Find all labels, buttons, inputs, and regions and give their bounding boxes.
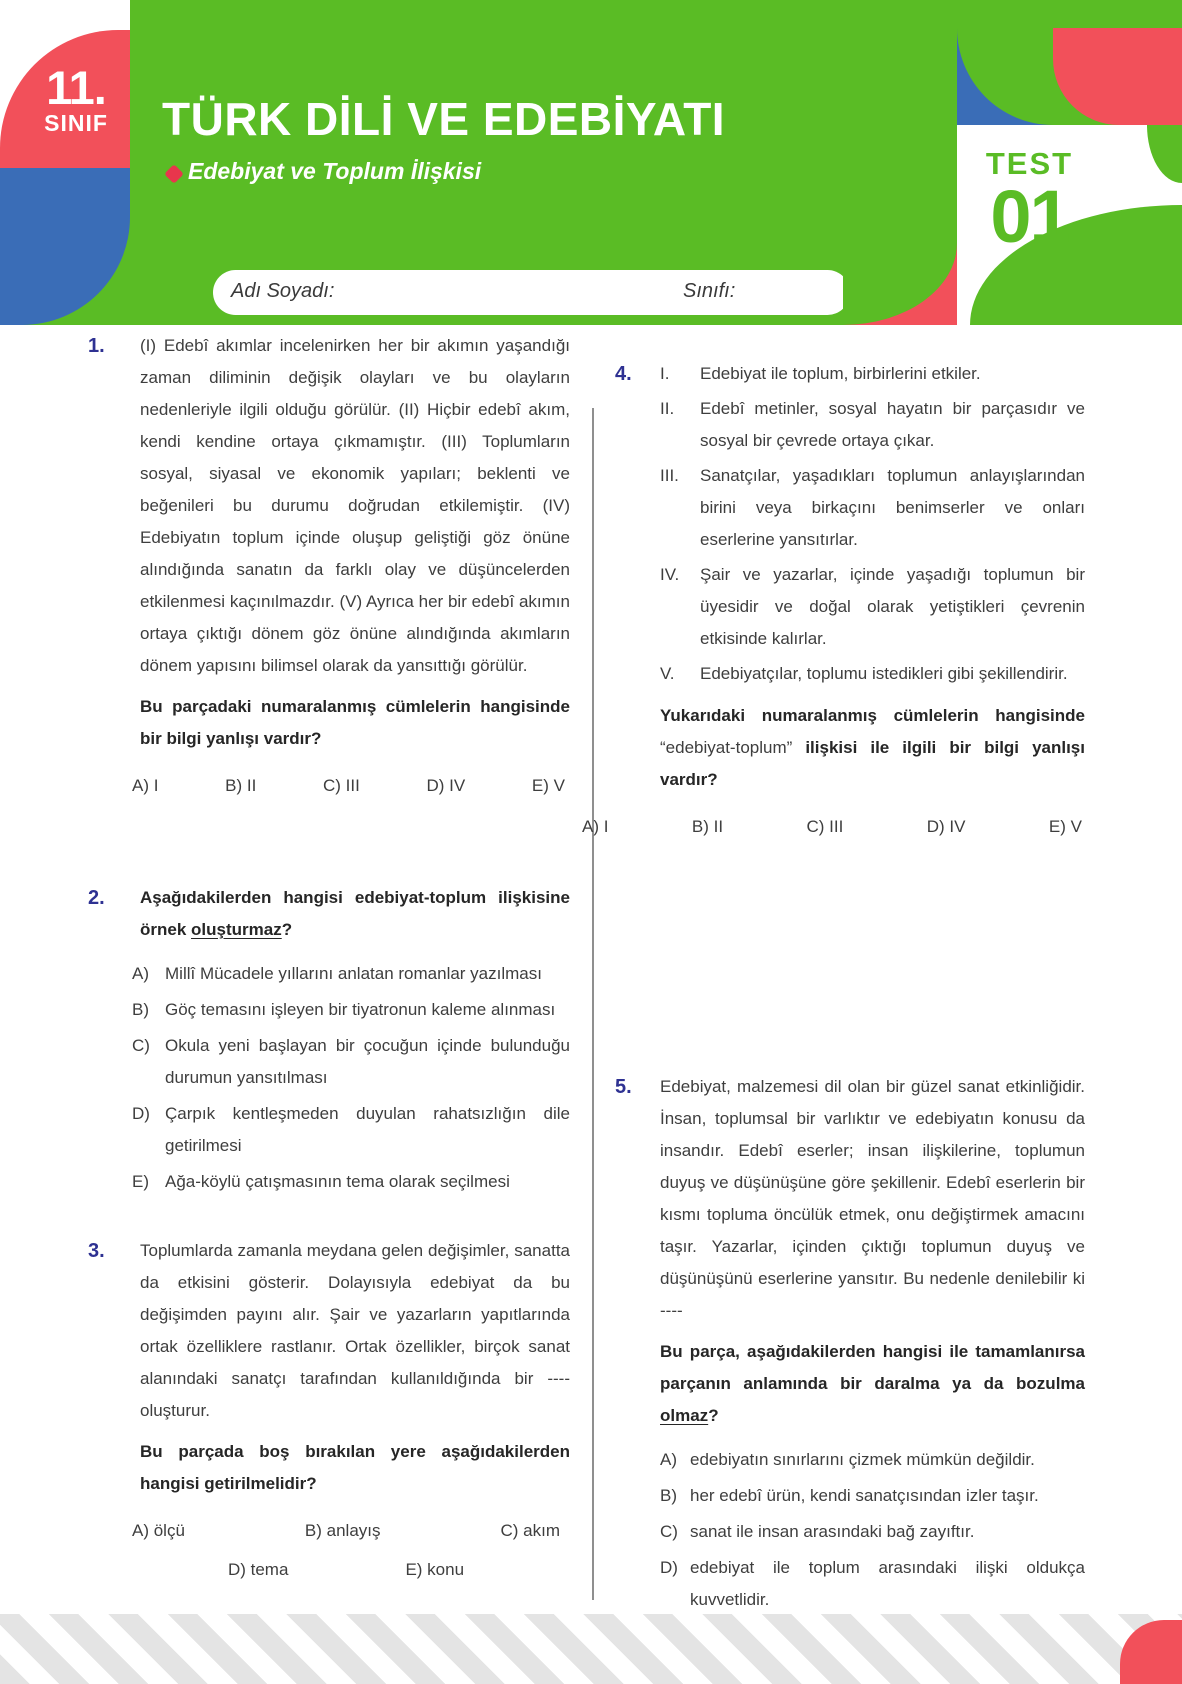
option: E) Ağa-köylü çatışmasının tema olarak seçilmesi [132,1172,510,1191]
footer-stripe-pattern [0,1614,1182,1684]
option: C) III [806,817,844,836]
page-title: TÜRK DİLİ VE EDEBİYATI [162,93,726,145]
option: A) edebiyatın sınırlarını çizmek mümkün değildir. [660,1450,1035,1469]
options-row [132,1554,560,1586]
numbered-statement: II. Edebî metinler, sosyal hayatın bir parçasıdır ve sosyal bir çevrede ortaya çıkar. [660,399,1085,450]
option: A) Millî Mücadele yıllarını anlatan romanlar yazılması [132,964,542,983]
question-number: 3. [88,1240,105,1262]
right-column [582,355,1085,1684]
page-subtitle: Edebiyat ve Toplum İlişkisi [188,158,482,184]
option: D) Çarpık kentleşmeden duyulan rahatsızlığın dile getirilmesi [132,1104,570,1155]
question-2 [88,882,570,1198]
question-4 [582,358,1085,843]
class-field[interactable]: Sınıfı: [683,280,736,302]
left-column [88,330,570,1586]
option: C) III [322,776,360,795]
question-number: 1. [88,335,105,357]
student-info-bar [213,270,850,315]
numbered-statement: III. Sanatçılar, yaşadıkları toplumun anlayışlarından birini veya birkaçını benimserler ve onları eserlerine yansıtırlar. [660,466,1085,549]
options-row [582,811,1082,843]
options-list [132,958,570,1198]
option: C) Okula yeni başlayan bir çocuğun içinde bulunduğu durumun yansıtılması [132,1036,570,1087]
grade-number: 11. [46,61,106,114]
grade-badge [0,30,130,168]
question-number: 2. [88,887,105,909]
question-number: 4. [615,363,632,385]
option: C) sanat ile insan arasındaki bağ zayıftır. [660,1522,975,1541]
question-number: 5. [615,1076,632,1098]
quoted-term: “edebiyat-toplum” [660,738,793,757]
option: B) anlayış [304,1521,381,1540]
name-field[interactable]: Adı Soyadı: [231,280,335,302]
question-stem: Yukarıdaki numaralanmış cümlelerin hangisinde “edebiyat-toplum” ilişkisi ile ilgili bir bilgi yanlışı vardır? [660,706,1085,789]
question-passage: Edebiyat, malzemesi dil olan bir güzel sanat etkinliğidir. İnsan, toplumsal bir varlıktır ve edebiyatın konusu da insandır. Edebî eserler; insan ilişkilerine, toplumun duyuş ve düşünüşüne göre şekillenir. Edebî eserlerin bir kısmı topluma öncülük etmek, onu değiştirmek amacını taşır. Yazarlar, içinden çıktığı toplumun duyuş ve düşünüşünü eserlerine yansıtır. Bu nedenle denilebilir ki ---- [660,1077,1085,1320]
option: B) II [691,817,724,836]
numbered-statement: V. Edebiyatçılar, toplumu istedikleri gibi şekillendirir. [660,664,1068,683]
option: E) konu [405,1560,465,1579]
option: A) ölçü [132,1521,185,1540]
option: E) V [1048,817,1082,836]
question-passage: (I) Edebî akımlar incelenirken her bir akımın yaşandığı zaman diliminin değişik olayları ve bu olayların nedenleriyle ilgili olduğu görülür. (II) Hiçbir edebî akım, kendi kendine ortaya çıkmamıştır. (III) Toplumların sosyal, siyasal ve ekonomik yapıları; beklenti ve beğenileri bu durumu doğrudan etkilemiştir. (IV) Edebiyatın toplum içinde oluşup geliştiği göz önüne alındığında sanatın da farklı olay ve düşüncelerden etkilenmesi kaçınılmazdır. (V) Ayrıca her bir edebî akımın ortaya çıktığı dönem göz önüne alındığında akımların dönem yapısını bilimsel olarak da yansıttığı görülür. [140,336,570,675]
numbered-statement: I. Edebiyat ile toplum, birbirlerini etkiler. [660,364,981,383]
option: E) V [531,776,565,795]
option: D) edebiyat ile toplum arasındaki ilişki oldukça kuvvetlidir. [660,1558,1085,1609]
question-1 [88,330,570,802]
question-stem: Bu parçada boş bırakılan yere aşağıdakilerden hangisi getirilmelidir? [140,1442,570,1493]
underlined-word: olmaz [660,1406,709,1425]
question-3 [88,1235,570,1586]
column-divider [592,408,594,1600]
option: B) II [225,776,257,795]
question-stem: Bu parça, aşağıdakilerden hangisi ile tamamlanırsa parçanın anlamında bir daralma ya da bozulma olmaz? [660,1342,1085,1425]
test-badge-label: TEST [985,146,1074,181]
underlined-word: oluşturmaz [191,920,282,939]
page-header [0,0,1182,325]
question-stem: Bu parçadaki numaralanmış cümlelerin hangisinde bir bilgi yanlışı vardır? [140,697,570,748]
options-row [132,770,565,802]
option: B) Göç temasını işleyen bir tiyatronun kaleme alınması [132,1000,556,1019]
grade-label: SINIF [44,110,108,136]
options-row [132,1515,560,1547]
test-badge-number: 01 [990,175,1069,258]
question-passage: Toplumlarda zamanla meydana gelen değişimler, sanatta da etkisini gösterir. Dolayısıyla edebiyat da bu değişimden payını alır. Şair ve yazarların yapıtlarında ortak özelliklere rastlanır. Ortak özellikler, birçok sanat alanındaki sanatçı tarafından kullanıldığında bir ---- oluşturur. [140,1241,570,1420]
option: D) IV [426,776,466,795]
question-5 [615,1071,1085,1684]
option: D) IV [926,817,966,836]
option: A) I [582,817,609,836]
option: B) her edebî ürün, kendi sanatçısından izler taşır. [660,1486,1039,1505]
option: C) akım [500,1521,560,1540]
option: A) I [132,776,159,795]
option: D) tema [227,1560,289,1579]
numbered-statement: IV. Şair ve yazarlar, içinde yaşadığı toplumun bir üyesidir ve doğal olarak yetiştikleri çevrenin etkisinde kalırlar. [660,565,1085,648]
question-stem: Aşağıdakilerden hangisi edebiyat-toplum ilişkisine örnek oluşturmaz? [140,888,570,939]
